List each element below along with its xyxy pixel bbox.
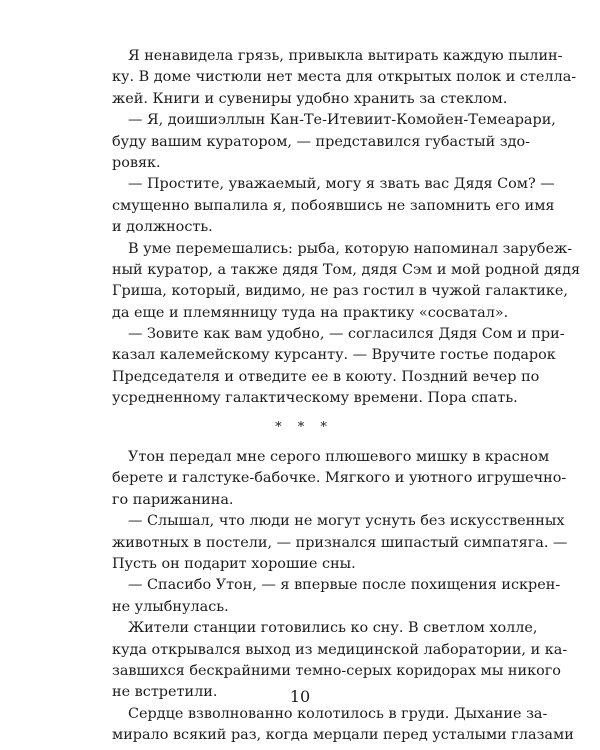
text-line: — Слышал, что люди не могут уснуть без искусственных — [128, 513, 565, 530]
paragraph — [112, 447, 567, 511]
text-line: Утон передал мне серого плюшевого мишку в красном — [128, 449, 550, 466]
page-text — [112, 46, 581, 747]
text-line: не встретили. — [112, 684, 218, 701]
paragraph — [112, 575, 561, 618]
text-line: мирало всякий раз, когда мерцали перед усталыми глазами — [112, 727, 574, 744]
text-line: смущенно выпалила я, побоявшись не запомнить его имя — [112, 197, 555, 214]
text-line: казал калемейскому курсанту. — Вручите гостье подарок — [112, 347, 556, 364]
text-line: животных в постели, — признался шипастый симпатяга. — — [112, 534, 568, 551]
text-line: не улыбнулась. — [112, 598, 229, 615]
text-line: ровяк. — [112, 154, 161, 171]
text-line: Гриша, который, видимо, не раз гостил в чужой галактике, — [112, 283, 568, 300]
text-line: Председателя и отведите ее в коюту. Поздний вечер по — [112, 368, 540, 385]
text-line: да еще и племянницу туда на практику «сосватал». — [112, 304, 509, 321]
page-number: 10 — [289, 687, 311, 706]
paragraph — [112, 46, 577, 110]
paragraph — [112, 239, 581, 325]
text-line: Пусть он подарит хорошие сны. — [112, 555, 356, 572]
text-line: Жители станции готовились ко сну. В светлом холле, — [128, 620, 538, 637]
text-line: Сердце взволнованно колотилось в груди. Дыхание за- — [128, 705, 548, 722]
paragraph — [112, 511, 568, 575]
text-line: берете и галстуке-бабочке. Мягкого и уютного игрушечно- — [112, 470, 567, 487]
text-line: усредненному галактическому времени. Пора спать. — [112, 390, 518, 407]
text-line: жей. Книги и сувениры удобно хранить за стеклом. — [112, 90, 508, 107]
text-line: завшихся бескрайними темно-серых коридорах мы никого — [112, 662, 561, 679]
text-line: Я ненавидела грязь, привыкла вытирать каждую пылин- — [128, 48, 563, 64]
section-separator: * * * — [275, 419, 333, 435]
text-line: — Спасибо Утон, — я впервые после похищения искрен- — [128, 577, 561, 594]
text-line: — Зовите как вам удобно, — согласился Дядя Сом и при- — [128, 326, 565, 343]
paragraph — [112, 324, 565, 410]
paragraph — [112, 704, 574, 747]
text-line: и должность. — [112, 219, 213, 236]
text-line: — Я, доишиэллын Кан-Те-Итевиит-Комойен-Темеарари, — [128, 112, 556, 129]
text-line: ный куратор, а также дядя Том, дядя Сэм и мой родной дядя — [112, 261, 581, 278]
paragraph — [112, 174, 555, 238]
text-line: ку. В доме чистюли нет места для открытых полок и стелла- — [112, 69, 577, 86]
text-line: го парижанина. — [112, 491, 234, 508]
text-line: В уме перемешались: рыба, которую напоминал зарубеж- — [128, 240, 573, 257]
text-line: куда открывался выход из медицинской лаборатории, и ка- — [112, 641, 568, 658]
text-line: буду вашим куратором, — представился губастый здо- — [112, 133, 530, 150]
paragraph — [112, 110, 556, 174]
text-line: — Простите, уважаемый, могу я звать вас Дядя Сом? — — [128, 176, 555, 193]
